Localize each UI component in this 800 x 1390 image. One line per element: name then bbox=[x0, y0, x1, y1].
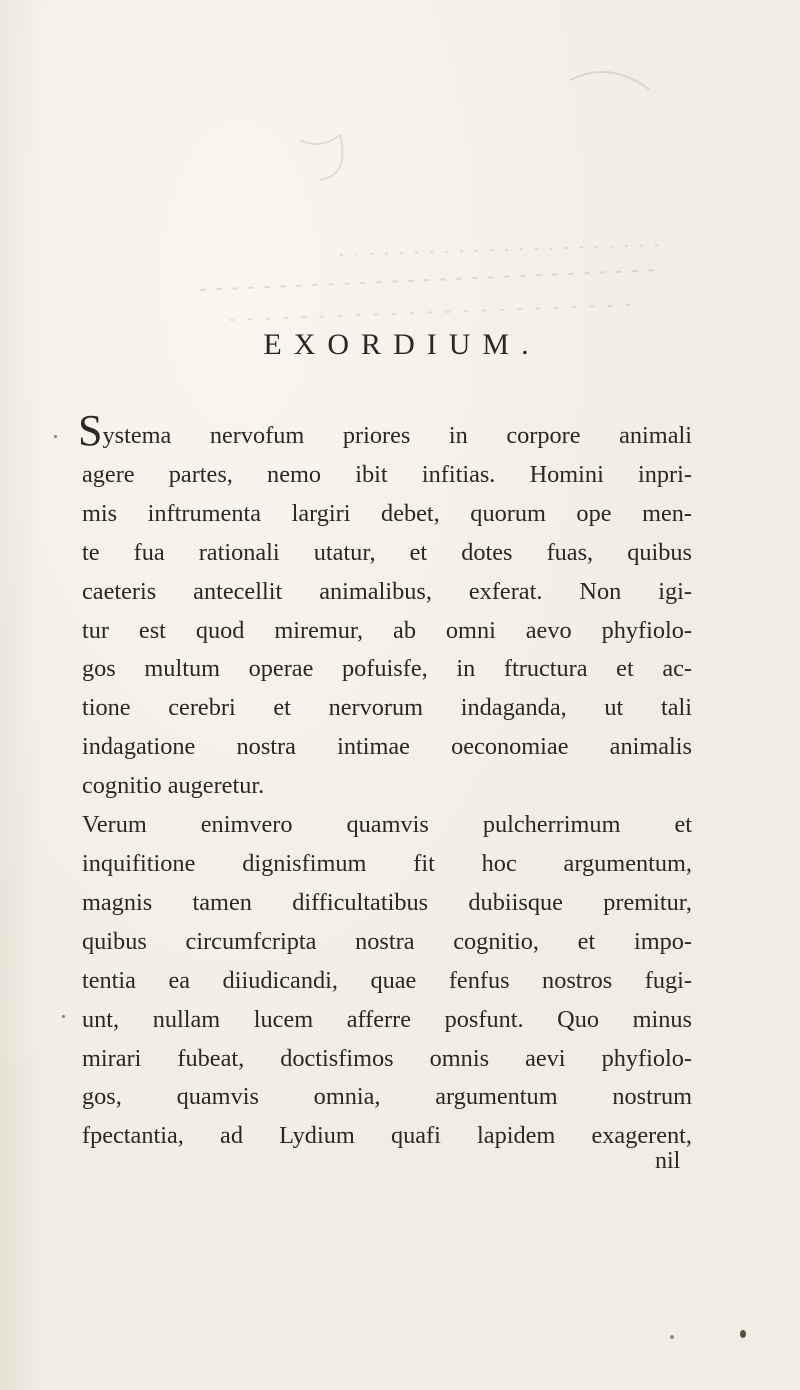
show-through-bleed bbox=[140, 40, 700, 370]
drop-cap: S bbox=[78, 406, 103, 455]
text-line: gos multum operae pofuisfe, in ftructura et ac- bbox=[82, 655, 692, 683]
text-line-1: Systema nervofum priores in corpore animali bbox=[78, 406, 692, 455]
text-line: quibus circumfcripta nostra cognitio, et impo- bbox=[82, 927, 692, 955]
page-heading: EXORDIUM. bbox=[263, 328, 541, 361]
ink-speck bbox=[740, 1330, 746, 1338]
text-line: mirari fubeat, doctisfimos omnis aevi phyfiolo- bbox=[82, 1044, 692, 1072]
ink-speck bbox=[54, 435, 57, 438]
text-line: fpectantia, ad Lydium quafi lapidem exagerent, bbox=[82, 1122, 692, 1150]
text-line: tur est quod miremur, ab omni aevo phyfiolo- bbox=[82, 616, 692, 644]
body-text bbox=[78, 406, 692, 1156]
text-line: cognitio augeretur. bbox=[82, 772, 265, 800]
ink-speck bbox=[62, 1015, 65, 1018]
text-line: agere partes, nemo ibit infitias. Homini inpri- bbox=[82, 460, 692, 488]
text-line: mis inftrumenta largiri debet, quorum ope men- bbox=[82, 499, 692, 527]
text-line: caeteris antecellit animalibus, exferat. Non igi- bbox=[82, 577, 692, 605]
text-line: inquifitione dignisfimum fit hoc argumentum, bbox=[82, 849, 692, 877]
catchword: nil bbox=[655, 1148, 681, 1174]
text-line: Verum enimvero quamvis pulcherrimum et bbox=[82, 811, 692, 839]
text-line: indagatione nostra intimae oeconomiae animalis bbox=[82, 733, 692, 761]
text-line: magnis tamen difficultatibus dubiisque premitur, bbox=[82, 888, 692, 916]
text-line: gos, quamvis omnia, argumentum nostrum bbox=[82, 1083, 692, 1111]
text-line: tione cerebri et nervorum indaganda, ut tali bbox=[82, 694, 692, 722]
text-line: tentia ea diiudicandi, quae fenfus nostros fugi- bbox=[82, 966, 692, 994]
ink-speck bbox=[670, 1335, 674, 1339]
text-line: unt, nullam lucem afferre posfunt. Quo minus bbox=[82, 1005, 692, 1033]
text-line: te fua rationali utatur, et dotes fuas, quibus bbox=[82, 538, 692, 566]
